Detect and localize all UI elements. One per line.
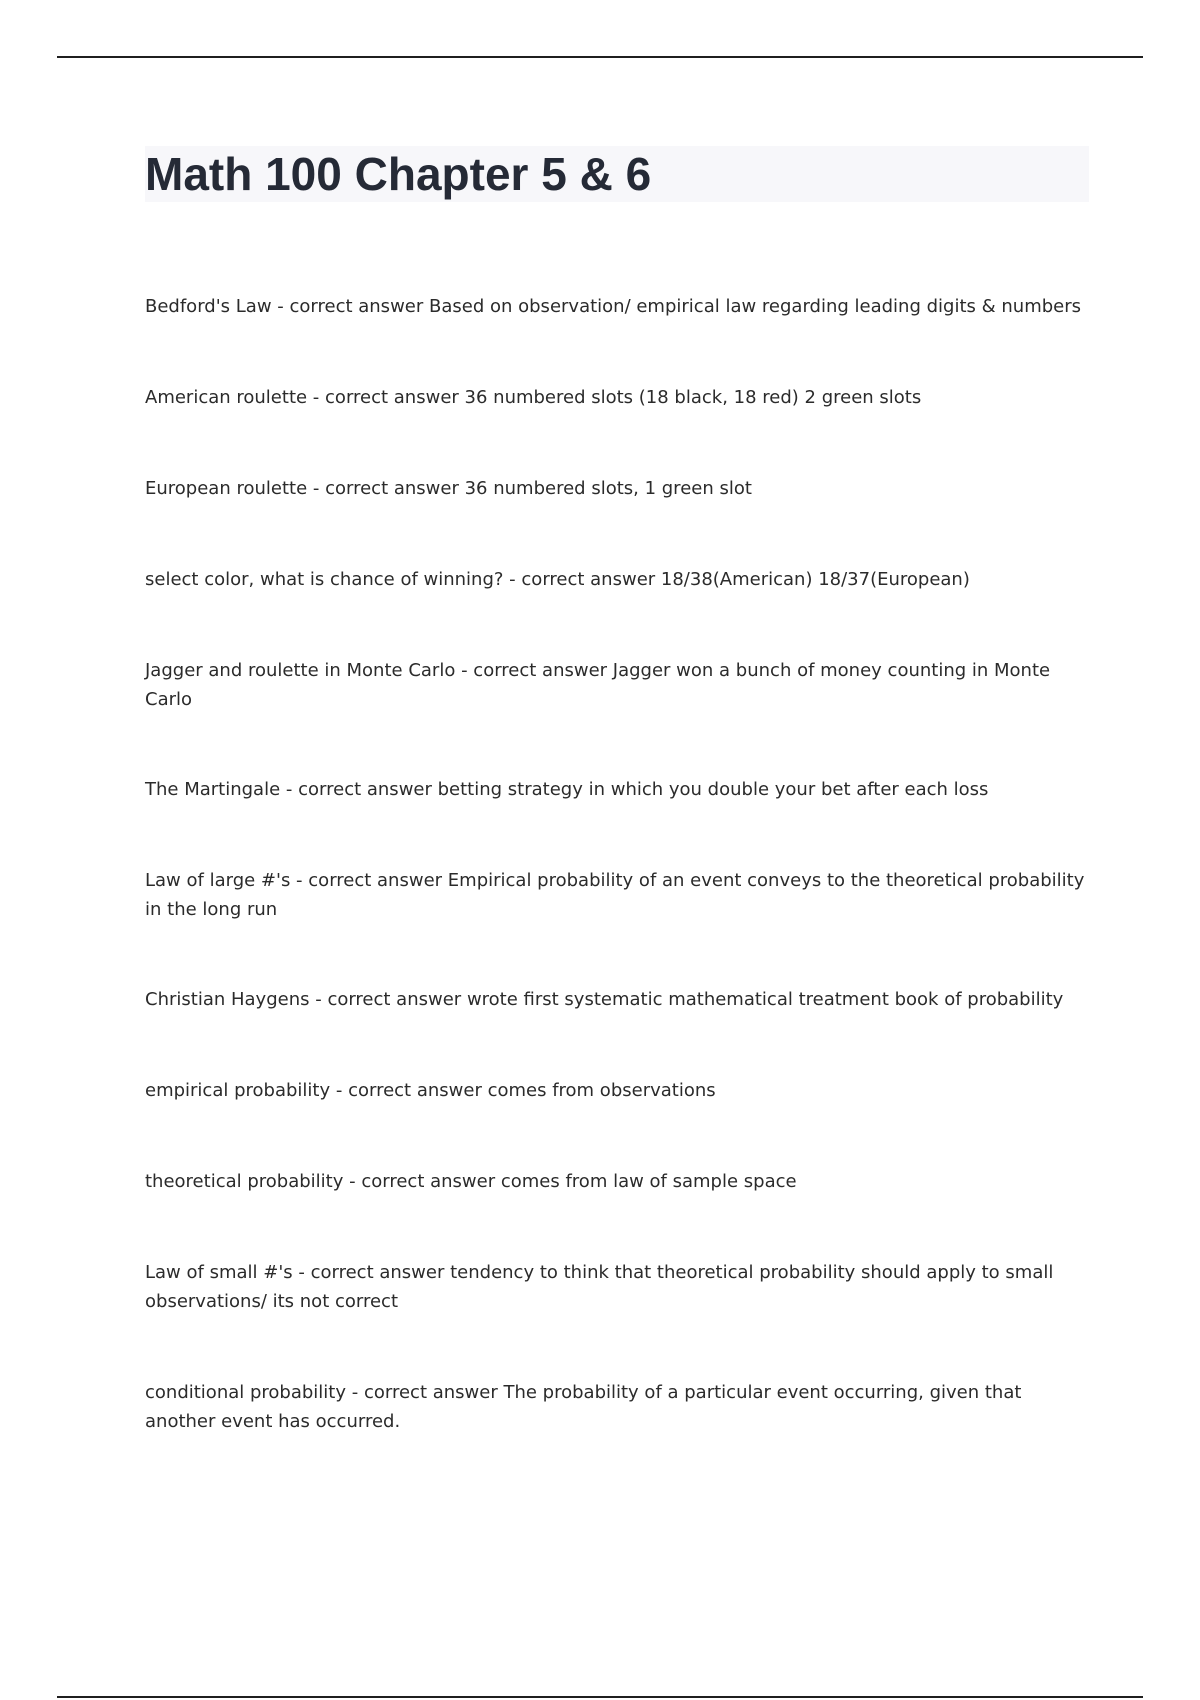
entry-answer-marker: correct answer — [325, 478, 459, 499]
entry-term: European roulette - — [145, 478, 325, 499]
entry-answer: comes from law of sample space — [500, 1171, 797, 1192]
entry-term: Law of large #'s - — [145, 870, 308, 891]
entry-answer-marker: correct answer — [298, 779, 432, 800]
flashcard-entry — [145, 985, 1085, 1014]
entry-answer: tendency to think that theoretical probability should apply to small observations/ its not correct — [145, 1262, 1054, 1312]
entry-term: Bedford's Law - — [145, 296, 290, 317]
entry-term: select color, what is chance of winning? - — [145, 569, 521, 590]
flashcard-entry — [145, 656, 1085, 714]
entry-answer: wrote first systematic mathematical treatment book of probability — [466, 989, 1064, 1010]
flashcard-entry — [145, 1258, 1085, 1316]
entry-answer-marker: correct answer — [361, 1171, 496, 1192]
flashcard-entry — [145, 474, 1085, 503]
entry-answer: betting strategy in which you double your bet after each loss — [437, 779, 989, 800]
page-title: Math 100 Chapter 5 & 6 — [145, 148, 652, 200]
entry-answer-marker: correct answer — [363, 1382, 498, 1403]
entry-term: The Martingale - — [145, 779, 298, 800]
entry-answer: Empirical probability of an event conveys to the theoretical probability in the long run — [145, 870, 1085, 920]
flashcard-entry — [145, 866, 1085, 924]
entry-term: conditional probability - — [145, 1382, 364, 1403]
flashcard-entry — [145, 775, 1085, 804]
entry-term: American roulette - — [145, 387, 325, 408]
entry-answer: comes from observations — [487, 1080, 716, 1101]
flashcard-entry — [145, 1378, 1085, 1436]
entry-answer-marker: correct answer — [348, 1080, 482, 1101]
entry-term: Christian Haygens - — [145, 989, 327, 1010]
header-rule — [57, 56, 1143, 58]
flashcard-entry — [145, 1076, 1085, 1105]
entry-answer: The probability of a particular event occurring, given that another event has occurred. — [145, 1382, 1022, 1432]
entry-answer-marker: correct answer — [473, 660, 608, 681]
entry-answer: Jagger won a bunch of money counting in Monte Carlo — [145, 660, 1051, 710]
footer-rule — [57, 1696, 1143, 1698]
entry-answer: 36 numbered slots (18 black, 18 red) 2 green slots — [464, 387, 922, 408]
entry-term: empirical probability - — [145, 1080, 348, 1101]
flashcard-entry — [145, 292, 1085, 321]
entry-answer: Based on observation/ empirical law regarding leading digits & numbers — [429, 296, 1082, 317]
entry-answer: 18/38(American) 18/37(European) — [660, 569, 970, 590]
entry-term: Law of small #'s - — [145, 1262, 311, 1283]
flashcard-entry — [145, 1167, 1085, 1196]
entry-answer-marker: correct answer — [289, 296, 424, 317]
entry-answer-marker: correct answer — [308, 870, 443, 891]
entry-answer-marker: correct answer — [310, 1262, 445, 1283]
entry-answer-marker: correct answer — [521, 569, 656, 590]
entry-answer-marker: correct answer — [327, 989, 462, 1010]
entry-answer: 36 numbered slots, 1 green slot — [464, 478, 752, 499]
flashcard-entry — [145, 565, 1085, 594]
entry-answer-marker: correct answer — [325, 387, 459, 408]
entry-term: theoretical probability - — [145, 1171, 361, 1192]
flashcard-entry — [145, 383, 1085, 412]
entry-term: Jagger and roulette in Monte Carlo - — [145, 660, 473, 681]
